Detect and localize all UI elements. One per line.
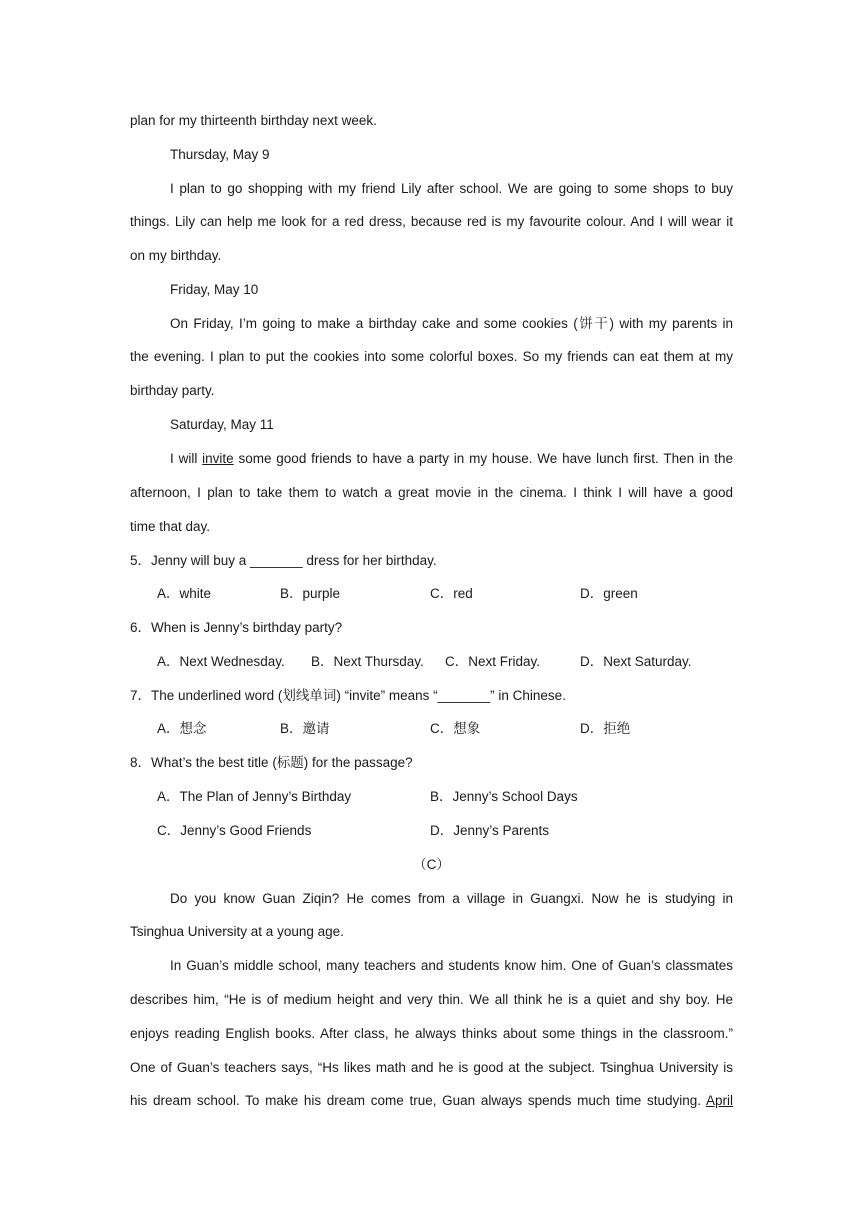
passage-line: the evening. I plan to put the cookies into some colorful boxes. So my friends can eat them at my: [130, 349, 733, 364]
option-a: A．Next Wednesday.: [157, 654, 285, 669]
passage-line: plan for my thirteenth birthday next week.: [130, 113, 377, 128]
question-stem: 5．Jenny will buy a _______ dress for her birthday.: [130, 553, 437, 568]
section-heading: （C）: [413, 857, 450, 872]
option-c: C．Next Friday.: [445, 654, 541, 669]
question-stem: 6．When is Jenny’s birthday party?: [130, 620, 343, 635]
passage-line: describes him, “He is of medium height and very thin. We all think he is a quiet and shy boy. He: [130, 992, 733, 1007]
option-b: B．Jenny’s School Days: [430, 789, 578, 804]
option-d: D．green: [580, 586, 638, 601]
option-c: C．red: [430, 586, 473, 601]
option-c: C．Jenny’s Good Friends: [157, 823, 312, 838]
passage-line: Tsinghua University at a young age.: [130, 924, 344, 939]
option-a: A．white: [157, 586, 212, 601]
question-stem: 7．The underlined word (划线单词) “invite” means “_______” in Chinese.: [130, 688, 566, 703]
option-d: D．拒绝: [580, 721, 631, 736]
passage-line: I plan to go shopping with my friend Lily after school. We are going to some shops to buy: [170, 181, 733, 196]
passage-line: Do you know Guan Ziqin? He comes from a village in Guangxi. Now he is studying in: [170, 891, 733, 906]
passage-line: time that day.: [130, 519, 211, 534]
diary-date: Saturday, May 11: [170, 417, 274, 432]
passage-line: [130, 1091, 733, 1111]
passage-line: On Friday, I’m going to make a birthday cake and some cookies (饼干) with my parents in: [170, 316, 733, 331]
passage-line: One of Guan’s teachers says, “Hs likes math and he is good at the subject. Tsinghua University is: [130, 1060, 733, 1075]
underlined-word: April: [705, 1093, 733, 1108]
passage-line: enjoys reading English books. After class, he always thinks about some things in the classroom.”: [130, 1026, 733, 1041]
diary-date: Friday, May 10: [170, 282, 259, 297]
option-c: C．想象: [430, 721, 481, 736]
passage-text: his dream school. To make his dream come true, Guan always spends much time studying.: [130, 1093, 706, 1108]
passage-line: afternoon, I plan to take them to watch a great movie in the cinema. I think I will have a good: [130, 485, 733, 500]
option-a: A．The Plan of Jenny’s Birthday: [157, 789, 352, 804]
underlined-word: invite: [202, 451, 234, 466]
passage-text: I will: [170, 451, 203, 466]
question-stem: 8．What’s the best title (标题) for the passage?: [130, 755, 413, 770]
passage-text: some good friends to have a party in my house. We have lunch first. Then in the: [233, 451, 733, 466]
passage-line: things. Lily can help me look for a red dress, because red is my favourite colour. And I will wear it: [130, 214, 733, 229]
option-d: D．Jenny’s Parents: [430, 823, 550, 838]
option-b: B．purple: [280, 586, 341, 601]
passage-line: on my birthday.: [130, 248, 222, 263]
option-b: B．邀请: [280, 721, 330, 736]
option-d: D．Next Saturday.: [580, 654, 692, 669]
passage-line: birthday party.: [130, 383, 215, 398]
option-a: A．想念: [157, 721, 207, 736]
option-b: B．Next Thursday.: [311, 654, 424, 669]
passage-line: In Guan’s middle school, many teachers and students know him. One of Guan’s classmates: [170, 958, 733, 973]
passage-line: [170, 449, 733, 469]
diary-date: Thursday, May 9: [170, 147, 270, 162]
